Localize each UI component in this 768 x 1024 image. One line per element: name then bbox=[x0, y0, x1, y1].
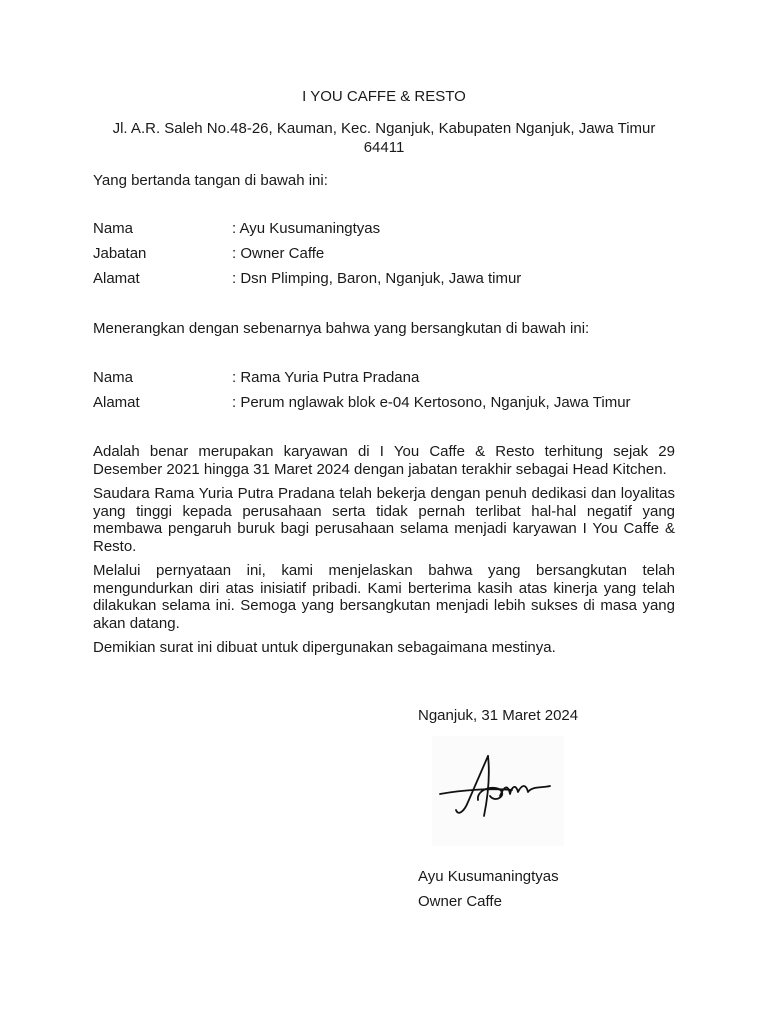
place-date: Nganjuk, 31 Maret 2024 bbox=[418, 707, 579, 724]
field-label: Alamat bbox=[93, 394, 140, 411]
signer-block bbox=[418, 864, 559, 914]
field-value: : Rama Yuria Putra Pradana bbox=[232, 369, 420, 386]
signer-title: Owner Caffe bbox=[418, 893, 502, 910]
body-paragraph: Demikian surat ini dibuat untuk dipergunakan sebagaimana mestinya. bbox=[93, 639, 556, 656]
letter-body bbox=[93, 443, 675, 664]
employee-address-row bbox=[93, 393, 631, 418]
field-label: Nama bbox=[93, 369, 134, 386]
field-value: : Owner Caffe bbox=[232, 245, 325, 262]
signatory-position-row bbox=[93, 244, 521, 269]
field-label: Nama bbox=[93, 220, 134, 237]
field-value: : Ayu Kusumaningtyas bbox=[232, 220, 381, 237]
field-value: : Dsn Plimping, Baron, Nganjuk, Jawa timur bbox=[232, 270, 522, 287]
field-value: : Perum nglawak blok e-04 Kertosono, Nganjuk, Jawa Timur bbox=[232, 394, 631, 411]
employee-name-row bbox=[93, 368, 631, 393]
field-label: Jabatan bbox=[93, 245, 147, 262]
signature-area bbox=[432, 736, 564, 846]
intro-text: Yang bertanda tangan di bawah ini: bbox=[93, 172, 328, 189]
signature-icon bbox=[432, 736, 564, 846]
signatory-details bbox=[93, 219, 521, 294]
statement-text: Menerangkan dengan sebenarnya bahwa yang bersangkutan di bawah ini: bbox=[93, 320, 590, 337]
company-name: I YOU CAFFE & RESTO bbox=[302, 88, 466, 105]
body-paragraph: Saudara Rama Yuria Putra Pradana telah bekerja dengan penuh dedikasi dan loyalitas yang tinggi kepada perusahaan serta tidak pernah terlibat hal-hal negatif yang membawa pengaruh buruk bagi perusahaan selama menjadi karyawan I You Caffe & Resto. bbox=[93, 485, 675, 555]
body-paragraph: Adalah benar merupakan karyawan di I You Caffe & Resto terhitung sejak 29 Desember 2021 hingga 31 Maret 2024 dengan jabatan terakhir sebagai Head Kitchen. bbox=[93, 443, 675, 478]
signer-name: Ayu Kusumaningtyas bbox=[418, 868, 559, 885]
employee-details bbox=[93, 368, 631, 418]
letterhead bbox=[93, 87, 675, 157]
signatory-address-row bbox=[93, 269, 521, 294]
field-label: Alamat bbox=[93, 270, 140, 287]
company-address: Jl. A.R. Saleh No.48-26, Kauman, Kec. Nganjuk, Kabupaten Nganjuk, Jawa Timur 64411 bbox=[112, 120, 656, 156]
body-paragraph: Melalui pernyataan ini, kami menjelaskan bahwa yang bersangkutan telah mengundurkan diri atas inisiatif pribadi. Kami berterima kasih atas kinerja yang telah dilakukan selama ini. Semoga yang bersangkutan menjadi lebih sukses di masa yang akan datang. bbox=[93, 562, 675, 632]
signatory-name-row bbox=[93, 219, 521, 244]
